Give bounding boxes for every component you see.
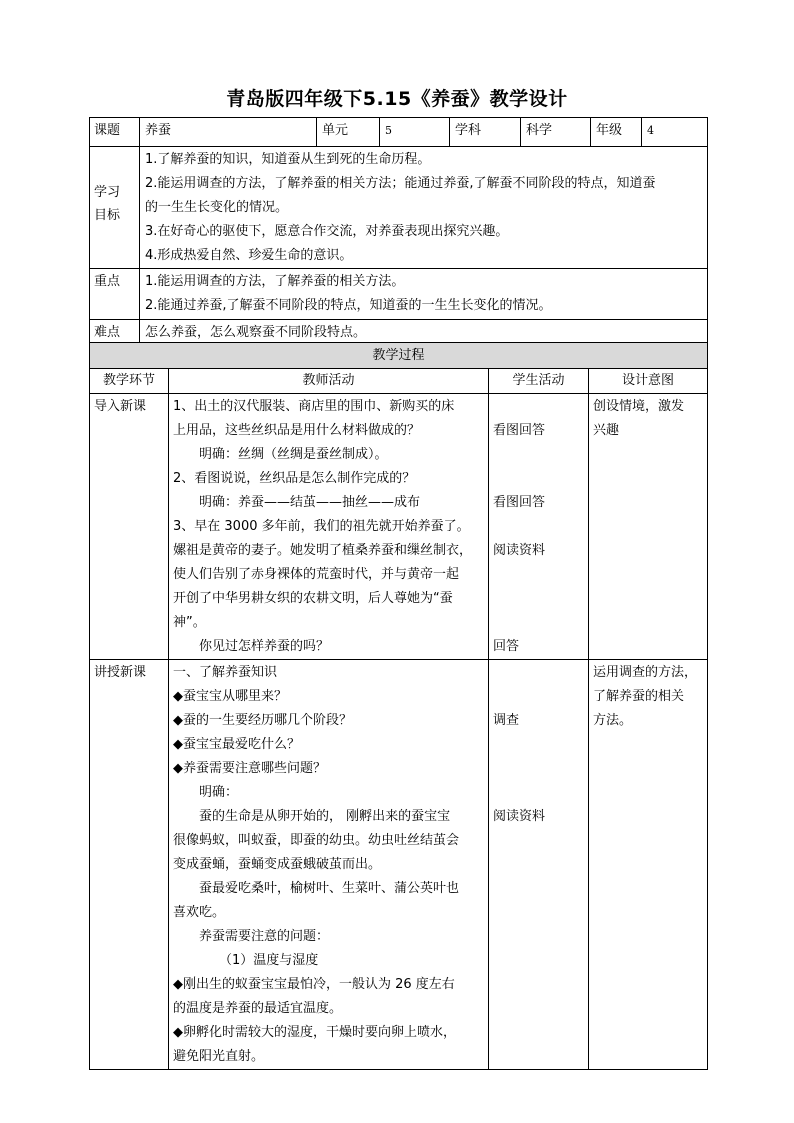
text-line: 明确：丝绸（丝绸是蚕丝制成）。 bbox=[199, 447, 388, 462]
process-header-row bbox=[90, 343, 708, 369]
intent-line: 创设情境，激发 bbox=[593, 399, 685, 414]
text-line: 3、早在 3000 多年前，我们的祖先就开始养蚕了。 bbox=[173, 519, 470, 534]
teach-student-activity bbox=[489, 660, 589, 1070]
text-line: 上用品，这些丝织品是用什么材料做成的？ bbox=[173, 423, 421, 438]
goal-item: 的一生生长变化的情况。 bbox=[145, 200, 289, 215]
text-line: 避免阳光直射。 bbox=[173, 1049, 265, 1064]
difficulty-content: 怎么养蚕，怎么观察蚕不同阶段特点。 bbox=[140, 320, 708, 345]
intent-line: 兴趣 bbox=[593, 423, 620, 438]
intro-row bbox=[90, 394, 708, 660]
teach-design-intent bbox=[589, 660, 708, 1070]
student-item: 回答 bbox=[493, 639, 520, 654]
goal-item: 4.形成热爱自然、珍爱生命的意识。 bbox=[145, 248, 353, 263]
key-point-item: 1.能运用调查的方法，了解养蚕的相关方法。 bbox=[145, 274, 405, 289]
topic-label: 课题 bbox=[90, 118, 140, 147]
text-line: （1）温度与湿度 bbox=[219, 953, 319, 968]
subject-value: 科学 bbox=[521, 118, 591, 147]
student-item: 看图回答 bbox=[493, 495, 546, 510]
text-line: 很像蚂蚁，叫蚁蚕，即蚕的幼虫。幼虫吐丝结茧会 bbox=[173, 833, 460, 848]
column-teacher: 教师活动 bbox=[169, 369, 489, 394]
page-title: 青岛版四年级下5.15《养蚕》教学设计 bbox=[226, 88, 568, 110]
text-line: 一、了解养蚕知识 bbox=[173, 665, 278, 680]
teaching-process-table bbox=[89, 342, 708, 1070]
goal-item: 3.在好奇心的驱使下，愿意合作交流，对养蚕表现出探究兴趣。 bbox=[145, 224, 509, 239]
text-line: 嫘祖是黄帝的妻子。她发明了植桑养蚕和缫丝制衣， bbox=[173, 543, 473, 558]
intro-stage: 导入新课 bbox=[90, 394, 169, 660]
goal-item: 2.能运用调查的方法，了解养蚕的相关方法；能通过养蚕,了解蚕不同阶段的特点，知道蚕 bbox=[145, 176, 656, 191]
text-line: 使人们告别了赤身裸体的荒蛮时代，并与黄帝一起 bbox=[173, 567, 460, 582]
text-line: 你见过怎样养蚕的吗？ bbox=[199, 639, 330, 654]
text-line: ◆蚕宝宝从哪里来？ bbox=[173, 689, 287, 704]
text-line: 养蚕需要注意的问题： bbox=[199, 929, 330, 944]
process-column-headers bbox=[90, 369, 708, 394]
text-line: ◆刚出生的蚁蚕宝宝最怕冷，一般认为 26 度左右 bbox=[173, 977, 455, 992]
text-line: 开创了中华男耕女织的农耕文明，后人尊她为“蚕 bbox=[173, 591, 453, 606]
key-label: 重点 bbox=[90, 269, 140, 320]
process-header: 教学过程 bbox=[90, 343, 708, 369]
text-line: ◆蚕的一生要经历哪几个阶段？ bbox=[173, 713, 352, 728]
column-intent: 设计意图 bbox=[589, 369, 708, 394]
subject-label: 学科 bbox=[450, 118, 521, 147]
text-line: 1、出土的汉代服装、商店里的围巾、新购买的床 bbox=[173, 399, 455, 414]
teach-teacher-activity bbox=[169, 660, 489, 1070]
text-line: 的温度是养蚕的最适宜温度。 bbox=[173, 1001, 343, 1016]
grade-value: 4 bbox=[642, 118, 708, 147]
text-line: 明确： bbox=[199, 785, 239, 800]
goals-content bbox=[140, 147, 708, 269]
text-line: 变成蚕蛹，蚕蛹变成蚕蛾破茧而出。 bbox=[173, 857, 382, 872]
text-line: ◆养蚕需要注意哪些问题？ bbox=[173, 761, 326, 776]
text-line: 神”。 bbox=[173, 615, 206, 630]
teach-row bbox=[90, 660, 708, 1070]
teach-stage: 讲授新课 bbox=[90, 660, 169, 1070]
intro-student-activity bbox=[489, 394, 589, 660]
unit-label: 单元 bbox=[317, 118, 380, 147]
text-line: ◆卵孵化时需较大的湿度，干燥时要向卵上喷水， bbox=[173, 1025, 456, 1040]
key-point-item: 2.能通过养蚕,了解蚕不同阶段的特点，知道蚕的一生生长变化的情况。 bbox=[145, 298, 552, 313]
info-row-key-points bbox=[90, 269, 708, 320]
difficulty-label: 难点 bbox=[90, 320, 140, 345]
text-line: 蚕的生命是从卵开始的， 刚孵出来的蚕宝宝 bbox=[199, 809, 451, 824]
student-item: 调查 bbox=[493, 713, 520, 728]
column-stage: 教学环节 bbox=[90, 369, 169, 394]
intent-line: 了解养蚕的相关 bbox=[593, 689, 685, 704]
goal-item: 1.了解养蚕的知识，知道蚕从生到死的生命历程。 bbox=[145, 152, 431, 167]
goals-label bbox=[90, 147, 140, 269]
text-line: 蚕最爱吃桑叶，榆树叶、生菜叶、蒲公英叶也 bbox=[199, 881, 460, 896]
student-item: 看图回答 bbox=[493, 423, 546, 438]
topic-value: 养蚕 bbox=[140, 118, 317, 147]
lesson-info-table bbox=[89, 117, 708, 345]
intro-design-intent bbox=[589, 394, 708, 660]
info-row-difficulty bbox=[90, 320, 708, 345]
key-points-content bbox=[140, 269, 708, 320]
column-student: 学生活动 bbox=[489, 369, 589, 394]
intro-teacher-activity bbox=[169, 394, 489, 660]
text-line: 2、看图说说，丝织品是怎么制作完成的？ bbox=[173, 471, 416, 486]
goals-label-line2: 目标 bbox=[94, 208, 121, 223]
intent-line: 运用调查的方法， bbox=[593, 665, 698, 680]
text-line: 喜欢吃。 bbox=[173, 905, 226, 920]
intent-line: 方法。 bbox=[593, 713, 633, 728]
unit-value: 5 bbox=[380, 118, 450, 147]
grade-label: 年级 bbox=[591, 118, 642, 147]
info-row-topic bbox=[90, 118, 708, 147]
student-item: 阅读资料 bbox=[493, 543, 546, 558]
text-line: ◆蚕宝宝最爱吃什么？ bbox=[173, 737, 300, 752]
info-row-goals bbox=[90, 147, 708, 269]
goals-label-line1: 学习 bbox=[94, 185, 121, 200]
student-item: 阅读资料 bbox=[493, 809, 546, 824]
text-line: 明确：养蚕——结茧——抽丝——成布 bbox=[199, 495, 421, 510]
